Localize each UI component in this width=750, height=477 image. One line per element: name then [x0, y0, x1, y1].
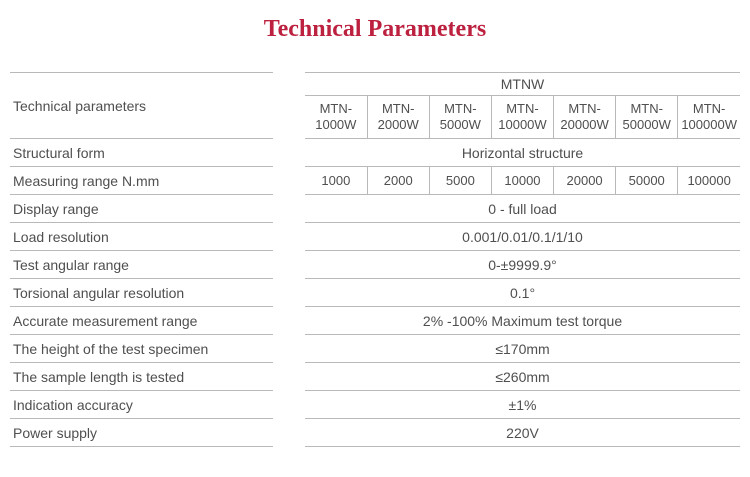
model-name-top: MTN-: [319, 100, 353, 116]
range-value-cell: 1000: [305, 167, 367, 195]
range-value-cell: 100000: [678, 167, 740, 195]
range-value-cell: 50000: [616, 167, 678, 195]
param-label-cell: Power supply: [10, 419, 273, 447]
spec-row-measuring-range: [10, 167, 740, 195]
param-label-cell: Structural form: [10, 139, 273, 167]
model-header-cell: [305, 96, 367, 139]
model-name-bottom: 5000W: [439, 117, 481, 132]
model-header-cell: [616, 96, 678, 139]
range-value-cell: 2000: [367, 167, 429, 195]
model-name-bottom: 2000W: [377, 117, 419, 132]
param-value-cell: 220V: [305, 419, 740, 447]
header-row-group: [10, 73, 740, 96]
range-value-cell: 10000: [491, 167, 553, 195]
param-label-cell: Load resolution: [10, 223, 273, 251]
spec-row-display-range: [10, 195, 740, 223]
param-value-cell: ≤170mm: [305, 335, 740, 363]
model-header-cell: [491, 96, 553, 139]
corner-label-cell: Technical parameters: [10, 73, 273, 139]
spec-row-load-resolution: [10, 223, 740, 251]
model-name-bottom: 10000W: [498, 117, 547, 132]
param-label-cell: Torsional angular resolution: [10, 279, 273, 307]
param-value-cell: 0 - full load: [305, 195, 740, 223]
param-label-cell: Accurate measurement range: [10, 307, 273, 335]
param-value-cell: ≤260mm: [305, 363, 740, 391]
range-value-cell: 20000: [554, 167, 616, 195]
param-value-cell: 0-±9999.9°: [305, 251, 740, 279]
spec-row-power-supply: [10, 419, 740, 447]
spec-row-structural-form: [10, 139, 740, 167]
param-label-cell: Display range: [10, 195, 273, 223]
model-header-cell: [554, 96, 616, 139]
model-header-cell: [429, 96, 491, 139]
param-label-cell: Measuring range N.mm: [10, 167, 273, 195]
column-gap-spacer: [273, 73, 305, 447]
param-value-cell: ±1%: [305, 391, 740, 419]
param-value-cell: 0.1°: [305, 279, 740, 307]
model-name-top: MTN-: [506, 100, 539, 116]
spec-row-sample-length: [10, 363, 740, 391]
spec-row-accurate-measurement-range: [10, 307, 740, 335]
model-header-cell: [678, 96, 740, 139]
param-value-cell: 0.001/0.01/0.1/1/10: [305, 223, 740, 251]
spec-row-indication-accuracy: [10, 391, 740, 419]
spec-row-test-angular-range: [10, 251, 740, 279]
param-label-cell: The sample length is tested: [10, 363, 273, 391]
model-name-top: MTN-: [630, 100, 663, 116]
param-value-cell: 2% -100% Maximum test torque: [305, 307, 740, 335]
model-header-cell: [367, 96, 429, 139]
model-name-top: MTN-: [568, 100, 601, 116]
spec-row-torsional-angular-resolution: [10, 279, 740, 307]
technical-parameters-table: [10, 72, 740, 447]
model-name-top: MTN-: [692, 100, 726, 116]
param-label-cell: Indication accuracy: [10, 391, 273, 419]
param-label-cell: Test angular range: [10, 251, 273, 279]
model-name-bottom: 100000W: [681, 117, 737, 132]
range-value-cell: 5000: [429, 167, 491, 195]
model-name-top: MTN-: [444, 100, 477, 116]
model-name-bottom: 50000W: [622, 117, 671, 132]
param-label-cell: The height of the test specimen: [10, 335, 273, 363]
model-name-bottom: 20000W: [560, 117, 609, 132]
page-title: Technical Parameters: [263, 16, 487, 42]
model-name-bottom: 1000W: [315, 117, 357, 132]
model-name-top: MTN-: [381, 100, 415, 116]
spec-row-specimen-height: [10, 335, 740, 363]
param-value-cell: Horizontal structure: [305, 139, 740, 167]
series-header-cell: MTNW: [305, 73, 740, 96]
